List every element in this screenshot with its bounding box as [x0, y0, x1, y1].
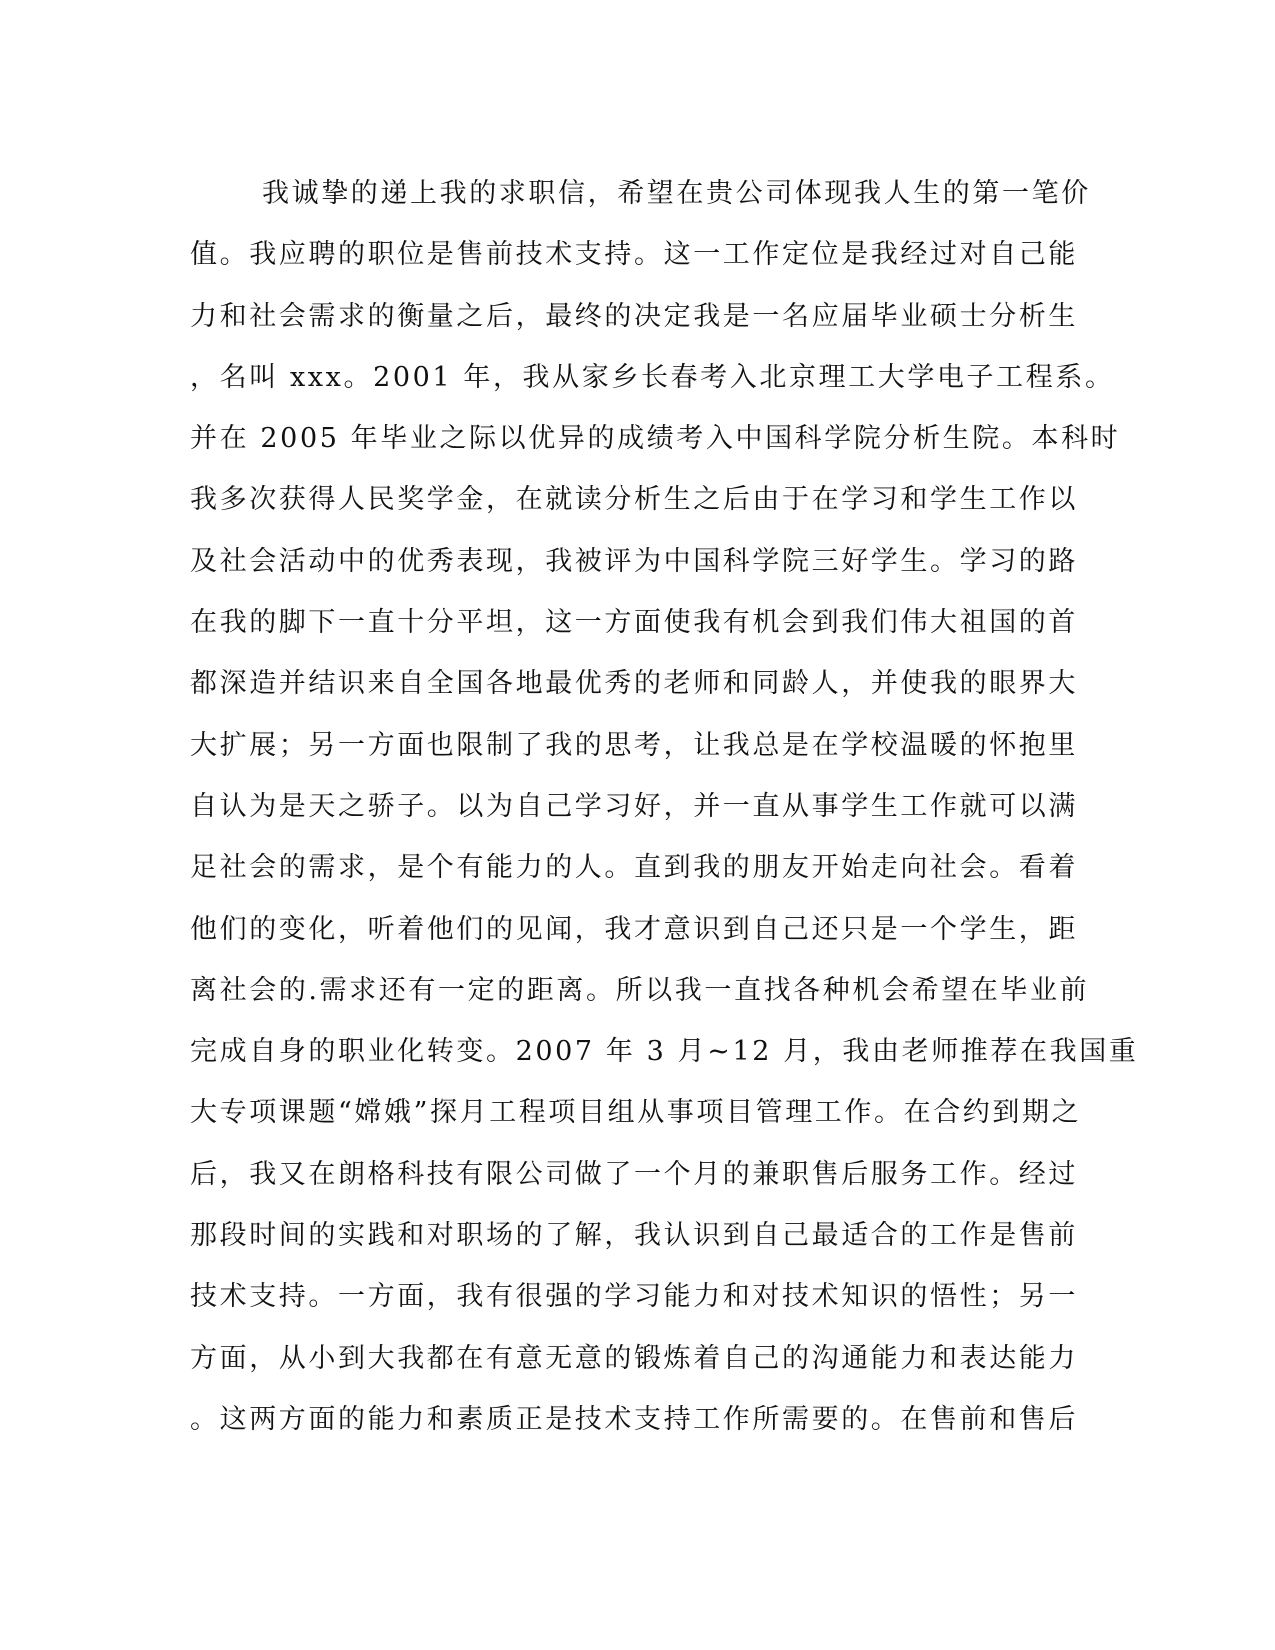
- text-line: ，名叫 xxx。2001 年，我从家乡长春考入北京理工大学电子工程系。: [190, 361, 1115, 393]
- text-line: 足社会的需求，是个有能力的人。直到我的朋友开始走向社会。看着: [190, 852, 1078, 884]
- text-line: 方面，从小到大我都在有意无意的锻炼着自己的沟通能力和表达能力: [190, 1342, 1078, 1374]
- text-line: 完成自身的职业化转变。2007 年 3 月~12 月，我由老师推荐在我国重: [190, 1036, 1139, 1068]
- text-line: 值。我应聘的职位是售前技术支持。这一工作定位是我经过对自己能: [190, 239, 1078, 271]
- text-line: 都深造并结识来自全国各地最优秀的老师和同龄人，并使我的眼界大: [190, 668, 1078, 700]
- text-line: 力和社会需求的衡量之后，最终的决定我是一名应届毕业硕士分析生: [190, 300, 1078, 332]
- text-line: 技术支持。一方面，我有很强的学习能力和对技术知识的悟性；另一: [190, 1281, 1078, 1313]
- text-line: 那段时间的实践和对职场的了解，我认识到自己最适合的工作是售前: [190, 1220, 1078, 1252]
- text-line: 他们的变化，听着他们的见闻，我才意识到自己还只是一个学生，距: [190, 913, 1078, 945]
- text-line: 并在 2005 年毕业之际以优异的成绩考入中国科学院分析生院。本科时: [190, 423, 1121, 455]
- text-line: 。这两方面的能力和素质正是技术支持工作所需要的。在售前和售后: [190, 1403, 1078, 1435]
- text-line: 我多次获得人民奖学金，在就读分析生之后由于在学习和学生工作以: [190, 484, 1078, 516]
- text-line: 后，我又在朗格科技有限公司做了一个月的兼职售后服务工作。经过: [190, 1158, 1078, 1190]
- text-line: 在我的脚下一直十分平坦，这一方面使我有机会到我们伟大祖国的首: [190, 607, 1078, 639]
- text-line: 离社会的.需求还有一定的距离。所以我一直找各种机会希望在毕业前: [190, 974, 1090, 1006]
- cover-letter-body: [190, 163, 1139, 1450]
- text-line: 及社会活动中的优秀表现，我被评为中国科学院三好学生。学习的路: [190, 545, 1078, 577]
- text-line: 自认为是天之骄子。以为自己学习好，并一直从事学生工作就可以满: [190, 790, 1078, 822]
- text-line: 我诚挚的递上我的求职信，希望在贵公司体现我人生的第一笔价: [262, 178, 1091, 209]
- text-line: 大专项课题“嫦娥”探月工程项目组从事项目管理工作。在合约到期之: [190, 1097, 1082, 1129]
- text-line: 大扩展；另一方面也限制了我的思考，让我总是在学校温暖的怀抱里: [190, 729, 1078, 761]
